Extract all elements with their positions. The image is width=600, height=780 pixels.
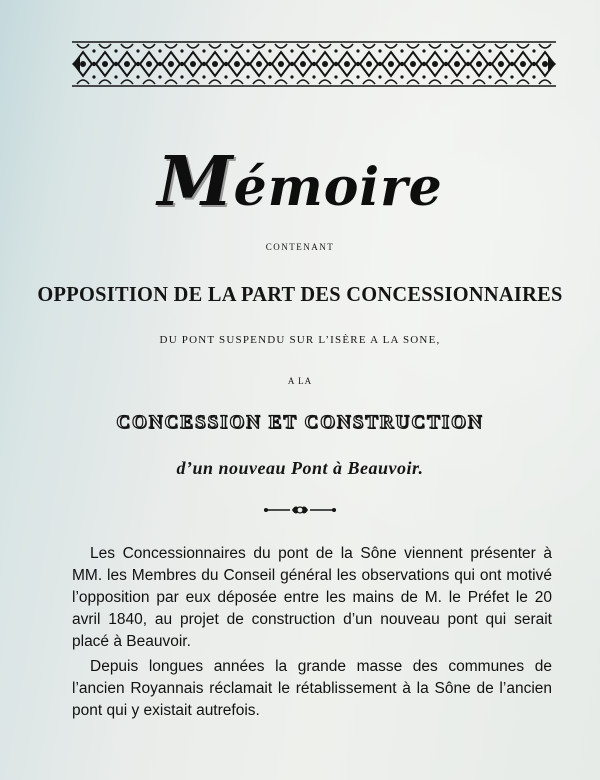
contenant-label: CONTENANT [265, 242, 335, 252]
ornament-header-band [72, 38, 556, 90]
concession-heading: CONCESSION ET CONSTRUCTION [116, 412, 484, 433]
ornamental-divider [262, 500, 338, 520]
paragraph-1: Les Concessionnaires du pont de la Sône viennent présenter à MM. les Membres du Conseil général les observations qui ont motivé l’opposition par eux déposée entre les mains de M. le Préfet le 20 avril 1840, au projet de construction d’un nouveau pont qui serait placé à Beauvoir. [72, 545, 552, 650]
beauvoir-subtitle: d’un nouveau Pont à Beauvoir. [176, 458, 424, 478]
opposition-heading: OPPOSITION DE LA PART DES CONCESSIONNAIRES [37, 282, 563, 306]
title-initial: M [157, 142, 234, 222]
page-title [0, 142, 600, 222]
bridge-subheading: DU PONT SUSPENDU SUR L’ISÈRE A LA SONE, [159, 334, 441, 346]
title-rest: émoire [233, 157, 443, 218]
a-la-label: A LA [287, 376, 313, 386]
body-text [72, 543, 552, 722]
paragraph-2: Depuis longues années la grande masse des communes de l’ancien Royannais réclamait le rétablissement à la Sône de l’ancien pont qui y existait autrefois. [72, 658, 552, 719]
